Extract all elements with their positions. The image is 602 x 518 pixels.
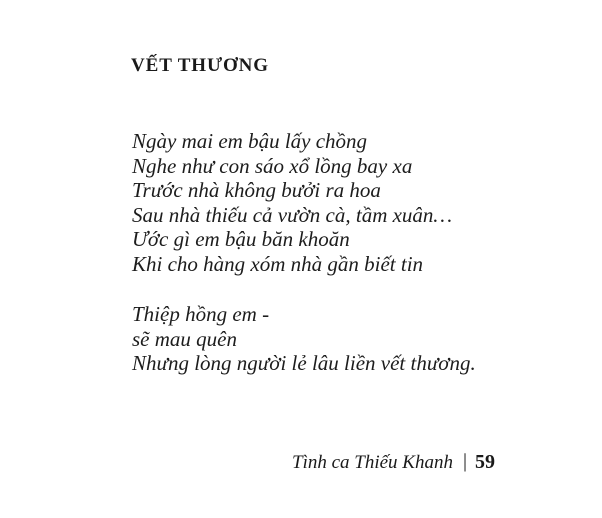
book-title: Tình ca Thiếu Khanh: [292, 452, 453, 473]
footer-separator: |: [462, 450, 467, 472]
poem-line: sẽ mau quên: [132, 326, 237, 351]
poem-line: Ước gì em bậu băn khoăn: [132, 227, 350, 251]
poem-line: Nhưng lòng người lẻ lâu liền vết thương.: [132, 351, 476, 375]
poem-line: Sau nhà thiếu cả vườn cà, tầm xuân…: [132, 202, 453, 227]
poem-title: VẾT THƯƠNG: [131, 55, 269, 76]
poem-body: [132, 129, 476, 376]
stanza-2: [132, 302, 476, 376]
poem-line: Thiệp hồng em -: [132, 302, 270, 326]
page-footer: [292, 451, 495, 474]
poem-line: Trước nhà không bưởi ra hoa: [132, 178, 381, 202]
poem-line: Ngày mai em bậu lấy chồng: [132, 129, 368, 153]
poem-line: Khi cho hàng xóm nhà gần biết tin: [132, 251, 424, 276]
stanza-1: [132, 129, 476, 276]
poem-line: Nghe như con sáo xổ lồng bay xa: [132, 153, 413, 178]
page-number: 59: [475, 451, 495, 473]
